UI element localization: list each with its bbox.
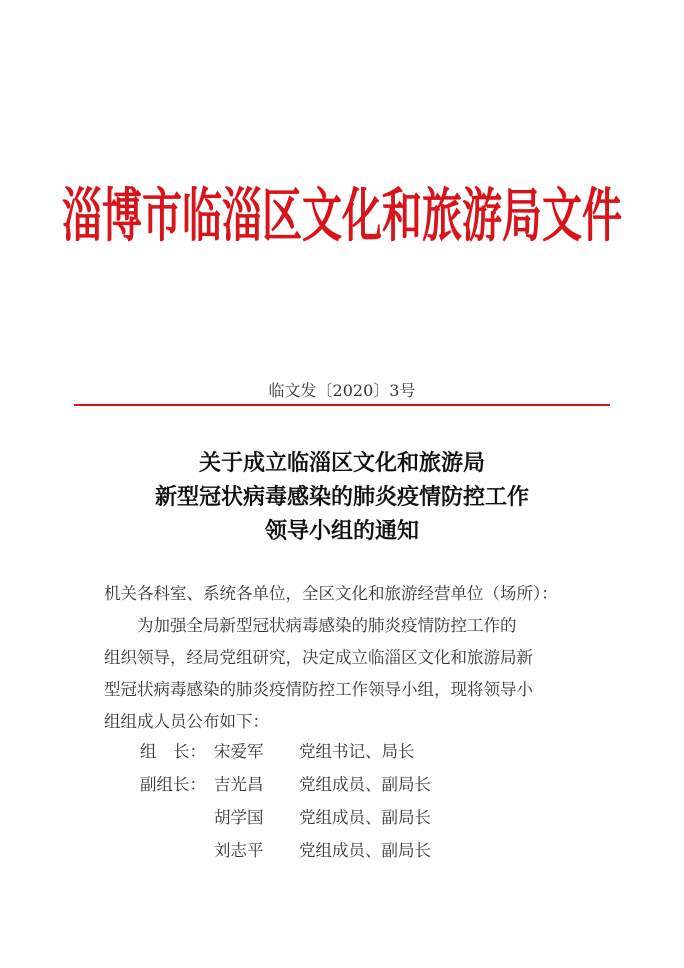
notice-title-line-2: 新型冠状病毒感染的肺炎疫情防控工作	[154, 484, 529, 510]
member-post: 党组成员、副局长	[299, 808, 431, 827]
addressee-line: 机关各科室、系统各单位，全区文化和旅游经营单位（场所）：	[104, 584, 558, 603]
member-post: 党组书记、局长	[299, 742, 415, 761]
notice-body	[104, 578, 604, 738]
notice-title-line-3: 领导小组的通知	[264, 518, 419, 544]
member-post: 党组成员、副局长	[299, 841, 431, 860]
red-divider-rule	[74, 404, 610, 406]
member-row	[0, 837, 684, 869]
member-row	[0, 738, 684, 770]
member-post: 党组成员、副局长	[299, 775, 431, 794]
document-number: 临文发〔2020〕3号	[268, 381, 416, 400]
paragraph-line-4: 组组成人员公布如下：	[104, 712, 269, 731]
paragraph-line-2: 组织领导，经局党组研究，决定成立临淄区文化和旅游局新	[104, 648, 533, 667]
member-name: 吉光昌	[214, 775, 264, 794]
member-role: 组 长：	[140, 742, 206, 761]
paragraph-line-3: 型冠状病毒感染的肺炎疫情防控工作领导小组，现将领导小	[104, 680, 533, 699]
member-name: 刘志平	[214, 841, 264, 860]
member-role: 副组长：	[140, 775, 206, 794]
paragraph-line-1: 为加强全局新型冠状病毒感染的肺炎疫情防控工作的	[137, 616, 517, 635]
notice-title	[0, 446, 684, 548]
member-row	[0, 771, 684, 803]
document-header-title: 淄博市临淄区文化和旅游局文件	[62, 181, 622, 250]
notice-title-line-1: 关于成立临淄区文化和旅游局	[198, 450, 485, 476]
member-name: 胡学国	[214, 808, 264, 827]
member-name: 宋爱军	[214, 742, 264, 761]
member-row	[0, 804, 684, 836]
